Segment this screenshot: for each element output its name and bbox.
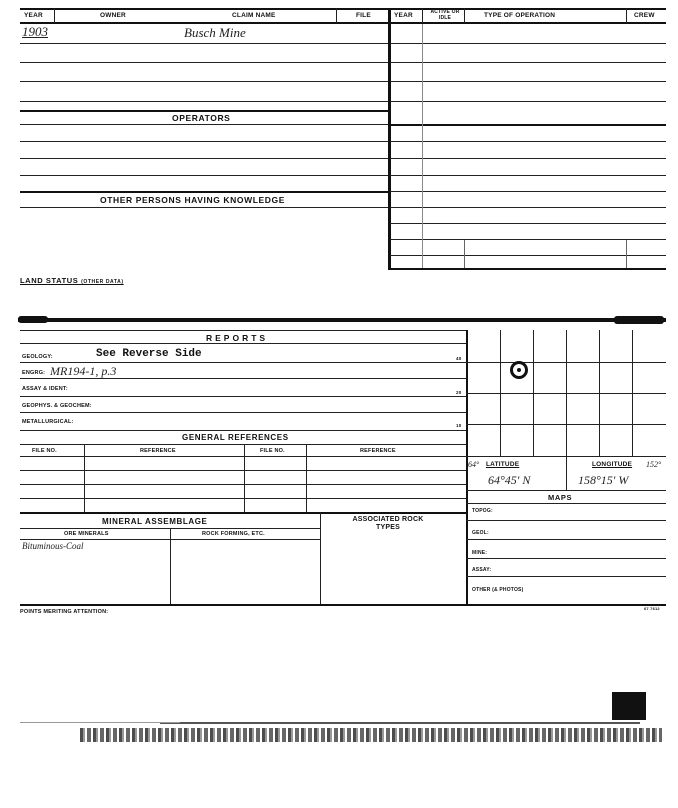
ore-minerals-label: ORE MINERALS: [64, 531, 109, 537]
engrg-label: ENGRG:: [22, 370, 46, 376]
header-active-idle: ACTIVE OR IDLE: [430, 9, 460, 21]
other-persons-label: OTHER PERSONS HAVING KNOWLEDGE: [100, 195, 286, 205]
longitude-value: 158°15' W: [578, 473, 629, 487]
land-status-label: [20, 276, 124, 285]
header-year: YEAR: [24, 12, 43, 19]
metallurgical-label: METALLURGICAL:: [22, 419, 74, 425]
scan-smudge-line: [80, 728, 662, 742]
assay-num: 20: [456, 390, 462, 395]
operators-label: OPERATORS: [172, 113, 231, 123]
map-row-mine: MINE:: [472, 550, 488, 556]
engrg-value: MR194-1, p.3: [50, 364, 117, 378]
ref-col-file-no-2: FILE NO.: [260, 448, 285, 454]
form-code: 67 7612: [644, 606, 660, 611]
lon-suffix: 152°: [646, 460, 662, 469]
metallurgical-num: 10: [456, 423, 462, 428]
general-references-title: GENERAL REFERENCES: [182, 433, 289, 442]
points-meriting-attention-label: POINTS MERITING ATTENTION:: [20, 609, 109, 615]
header-type-of-operation: TYPE OF OPERATION: [484, 12, 556, 19]
scan-black-block: [612, 692, 646, 720]
associated-rock-types-label: ASSOCIATED ROCK TYPES: [352, 516, 424, 531]
ref-col-reference-2: REFERENCE: [360, 448, 396, 454]
mineral-assemblage-title: MINERAL ASSEMBLAGE: [102, 517, 208, 526]
land-status-text: LAND STATUS: [20, 276, 79, 285]
lat-prefix: 64°: [468, 460, 480, 469]
geology-num: 40: [456, 356, 462, 361]
ref-col-reference-1: REFERENCE: [140, 448, 176, 454]
map-row-other: OTHER (& PHOTOS): [472, 587, 524, 593]
latitude-value: 64°45' N: [488, 473, 531, 487]
map-row-geol: GEOL:: [472, 530, 489, 536]
location-marker-icon: [510, 361, 528, 379]
longitude-label: LONGITUDE: [592, 461, 633, 468]
header-owner: OWNER: [100, 12, 126, 19]
entry-claim-name: Busch Mine: [184, 25, 246, 40]
header-crew: CREW: [634, 12, 655, 19]
geophys-label: GEOPHYS. & GEOCHEM:: [22, 403, 92, 409]
reports-title: REPORTS: [206, 333, 269, 343]
ref-col-file-no-1: FILE NO.: [32, 448, 57, 454]
map-row-topog: TOPOG:: [472, 508, 493, 514]
entry-year: 1903: [22, 24, 48, 39]
rock-forming-label: ROCK FORMING, ETC.: [202, 531, 265, 537]
land-status-sub: (OTHER DATA): [81, 279, 124, 285]
ore-minerals-value: Bituminous-Coal: [22, 541, 84, 551]
assay-label: ASSAY & IDENT:: [22, 386, 68, 392]
maps-title: MAPS: [548, 493, 573, 502]
map-row-assay: ASSAY:: [472, 567, 492, 573]
header-file: FILE: [356, 12, 371, 19]
header-claim-name: CLAIM NAME: [232, 12, 276, 19]
geology-label: GEOLOGY:: [22, 354, 53, 360]
geology-value: See Reverse Side: [96, 348, 202, 360]
header-year-2: YEAR: [394, 12, 413, 19]
latitude-label: LATITUDE: [486, 461, 520, 468]
